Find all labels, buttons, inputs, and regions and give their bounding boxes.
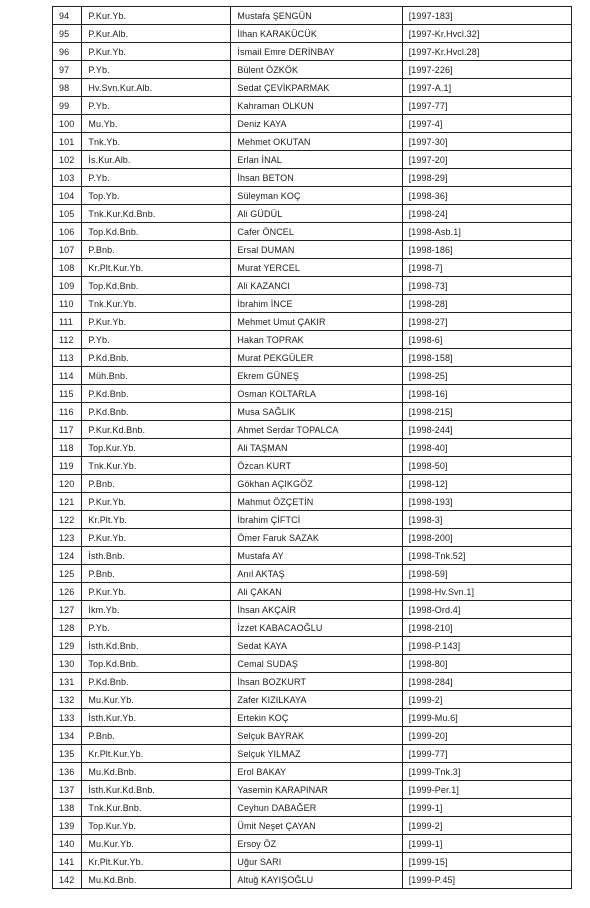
row-number: 124 (53, 547, 82, 565)
reference-cell: [1998-80] (402, 655, 571, 673)
personnel-table (52, 6, 572, 889)
table-row (53, 151, 572, 169)
row-number: 117 (53, 421, 82, 439)
row-number: 135 (53, 745, 82, 763)
table-row (53, 619, 572, 637)
rank-cell: P.Kd.Bnb. (82, 349, 231, 367)
reference-cell: [1998-193] (402, 493, 571, 511)
table-row (53, 277, 572, 295)
name-cell: Uğur SARI (231, 853, 402, 871)
name-cell: Mustafa ŞENGÜN (231, 7, 402, 25)
name-cell: Ceyhun DABAĞER (231, 799, 402, 817)
rank-cell: İsth.Kur.Yb. (82, 709, 231, 727)
table-row (53, 655, 572, 673)
reference-cell: [1997-4] (402, 115, 571, 133)
table-row (53, 565, 572, 583)
row-number: 120 (53, 475, 82, 493)
rank-cell: Top.Kur.Yb. (82, 817, 231, 835)
reference-cell: [1998-210] (402, 619, 571, 637)
rank-cell: P.Bnb. (82, 727, 231, 745)
row-number: 105 (53, 205, 82, 223)
table-row (53, 61, 572, 79)
row-number: 112 (53, 331, 82, 349)
table-row (53, 349, 572, 367)
rank-cell: Kr.Plt.Kur.Yb. (82, 745, 231, 763)
reference-cell: [1999-20] (402, 727, 571, 745)
name-cell: Ersal DUMAN (231, 241, 402, 259)
reference-cell: [1997-77] (402, 97, 571, 115)
reference-cell: [1999-P.45] (402, 871, 571, 889)
row-number: 138 (53, 799, 82, 817)
name-cell: Özcan KURT (231, 457, 402, 475)
name-cell: İhsan BETON (231, 169, 402, 187)
table-row (53, 331, 572, 349)
reference-cell: [1999-2] (402, 817, 571, 835)
table-row (53, 133, 572, 151)
name-cell: Gökhan AÇIKGÖZ (231, 475, 402, 493)
row-number: 123 (53, 529, 82, 547)
table-row (53, 763, 572, 781)
rank-cell: Tnk.Yb. (82, 133, 231, 151)
row-number: 126 (53, 583, 82, 601)
row-number: 110 (53, 295, 82, 313)
name-cell: Ali ÇAKAN (231, 583, 402, 601)
name-cell: Anıl AKTAŞ (231, 565, 402, 583)
reference-cell: [1998-3] (402, 511, 571, 529)
table-row (53, 79, 572, 97)
table-row (53, 7, 572, 25)
name-cell: İsmail Emre DERİNBAY (231, 43, 402, 61)
rank-cell: Hv.Svn.Kur.Alb. (82, 79, 231, 97)
rank-cell: P.Bnb. (82, 475, 231, 493)
rank-cell: Tnk.Kur.Yb. (82, 457, 231, 475)
table-row (53, 457, 572, 475)
table-row (53, 115, 572, 133)
table-row (53, 727, 572, 745)
rank-cell: Top.Kd.Bnb. (82, 655, 231, 673)
reference-cell: [1999-1] (402, 835, 571, 853)
rank-cell: Mu.Kd.Bnb. (82, 763, 231, 781)
row-number: 133 (53, 709, 82, 727)
name-cell: Selçuk YILMAZ (231, 745, 402, 763)
name-cell: İhsan BOZKURT (231, 673, 402, 691)
reference-cell: [1998-50] (402, 457, 571, 475)
reference-cell: [1998-Asb.1] (402, 223, 571, 241)
reference-cell: [1998-40] (402, 439, 571, 457)
name-cell: Ümit Neşet ÇAYAN (231, 817, 402, 835)
name-cell: İbrahim İNCE (231, 295, 402, 313)
table-row (53, 259, 572, 277)
name-cell: Hakan TOPRAK (231, 331, 402, 349)
row-number: 95 (53, 25, 82, 43)
name-cell: Ömer Faruk SAZAK (231, 529, 402, 547)
name-cell: Ekrem GÜNEŞ (231, 367, 402, 385)
rank-cell: Top.Kur.Yb. (82, 439, 231, 457)
table-row (53, 799, 572, 817)
row-number: 109 (53, 277, 82, 295)
name-cell: Ahmet Serdar TOPALCA (231, 421, 402, 439)
reference-cell: [1998-6] (402, 331, 571, 349)
row-number: 132 (53, 691, 82, 709)
rank-cell: Mu.Kur.Yb. (82, 835, 231, 853)
row-number: 129 (53, 637, 82, 655)
row-number: 128 (53, 619, 82, 637)
reference-cell: [1998-158] (402, 349, 571, 367)
rank-cell: İsth.Kur.Kd.Bnb. (82, 781, 231, 799)
reference-cell: [1999-15] (402, 853, 571, 871)
name-cell: Mehmet OKUTAN (231, 133, 402, 151)
name-cell: Ali GÜDÜL (231, 205, 402, 223)
reference-cell: [1997-183] (402, 7, 571, 25)
name-cell: Cemal SUDAŞ (231, 655, 402, 673)
reference-cell: [1999-Tnk.3] (402, 763, 571, 781)
table-row (53, 709, 572, 727)
rank-cell: P.Kur.Yb. (82, 43, 231, 61)
row-number: 113 (53, 349, 82, 367)
row-number: 114 (53, 367, 82, 385)
name-cell: Selçuk BAYRAK (231, 727, 402, 745)
name-cell: Sedat ÇEVİKPARMAK (231, 79, 402, 97)
name-cell: Ertekin KOÇ (231, 709, 402, 727)
name-cell: İzzet KABACAOĞLU (231, 619, 402, 637)
reference-cell: [1997-Kr.Hvcl.28] (402, 43, 571, 61)
row-number: 142 (53, 871, 82, 889)
row-number: 139 (53, 817, 82, 835)
row-number: 98 (53, 79, 82, 97)
row-number: 119 (53, 457, 82, 475)
row-number: 100 (53, 115, 82, 133)
name-cell: Mehmet Umut ÇAKIR (231, 313, 402, 331)
row-number: 104 (53, 187, 82, 205)
name-cell: Sedat KAYA (231, 637, 402, 655)
row-number: 131 (53, 673, 82, 691)
row-number: 94 (53, 7, 82, 25)
table-row (53, 475, 572, 493)
rank-cell: Kr.Plt.Yb. (82, 511, 231, 529)
reference-cell: [1999-1] (402, 799, 571, 817)
table-row (53, 25, 572, 43)
rank-cell: Tnk.Kur.Bnb. (82, 799, 231, 817)
table-row (53, 817, 572, 835)
table-row (53, 835, 572, 853)
reference-cell: [1999-77] (402, 745, 571, 763)
reference-cell: [1998-36] (402, 187, 571, 205)
name-cell: Deniz KAYA (231, 115, 402, 133)
rank-cell: İsth.Kd.Bnb. (82, 637, 231, 655)
name-cell: Mustafa AY (231, 547, 402, 565)
name-cell: Yasemin KARAPINAR (231, 781, 402, 799)
rank-cell: P.Kur.Kd.Bnb. (82, 421, 231, 439)
rank-cell: İsth.Bnb. (82, 547, 231, 565)
row-number: 141 (53, 853, 82, 871)
row-number: 103 (53, 169, 82, 187)
rank-cell: P.Kd.Bnb. (82, 385, 231, 403)
reference-cell: [1998-16] (402, 385, 571, 403)
table-row (53, 241, 572, 259)
row-number: 115 (53, 385, 82, 403)
name-cell: Bülent ÖZKÖK (231, 61, 402, 79)
name-cell: Erol BAKAY (231, 763, 402, 781)
row-number: 116 (53, 403, 82, 421)
name-cell: İbrahim ÇİFTCİ (231, 511, 402, 529)
name-cell: Kahraman OLKUN (231, 97, 402, 115)
name-cell: Cafer ÖNCEL (231, 223, 402, 241)
table-row (53, 691, 572, 709)
personnel-table-body (53, 7, 572, 889)
name-cell: Zafer KIZILKAYA (231, 691, 402, 709)
rank-cell: Top.Yb. (82, 187, 231, 205)
rank-cell: Tnk.Kur.Kd.Bnb. (82, 205, 231, 223)
name-cell: Mahmut ÖZÇETİN (231, 493, 402, 511)
row-number: 99 (53, 97, 82, 115)
rank-cell: P.Kur.Yb. (82, 529, 231, 547)
table-row (53, 223, 572, 241)
reference-cell: [1997-226] (402, 61, 571, 79)
row-number: 136 (53, 763, 82, 781)
reference-cell: [1998-186] (402, 241, 571, 259)
row-number: 127 (53, 601, 82, 619)
row-number: 106 (53, 223, 82, 241)
table-row (53, 583, 572, 601)
table-row (53, 97, 572, 115)
row-number: 121 (53, 493, 82, 511)
reference-cell: [1998-215] (402, 403, 571, 421)
name-cell: Süleyman KOÇ (231, 187, 402, 205)
table-row (53, 493, 572, 511)
row-number: 96 (53, 43, 82, 61)
row-number: 102 (53, 151, 82, 169)
reference-cell: [1998-27] (402, 313, 571, 331)
reference-cell: [1999-Per.1] (402, 781, 571, 799)
table-row (53, 439, 572, 457)
rank-cell: P.Yb. (82, 331, 231, 349)
table-row (53, 601, 572, 619)
name-cell: İhsan AKÇAİR (231, 601, 402, 619)
name-cell: Osman KOLTARLA (231, 385, 402, 403)
name-cell: Murat YERCEL (231, 259, 402, 277)
reference-cell: [1999-2] (402, 691, 571, 709)
row-number: 108 (53, 259, 82, 277)
rank-cell: P.Yb. (82, 97, 231, 115)
reference-cell: [1998-284] (402, 673, 571, 691)
table-row (53, 547, 572, 565)
table-row (53, 403, 572, 421)
reference-cell: [1998-24] (402, 205, 571, 223)
rank-cell: P.Yb. (82, 619, 231, 637)
reference-cell: [1997-Kr.Hvcl.32] (402, 25, 571, 43)
table-row (53, 511, 572, 529)
table-row (53, 529, 572, 547)
name-cell: Ali TAŞMAN (231, 439, 402, 457)
reference-cell: [1997-30] (402, 133, 571, 151)
row-number: 125 (53, 565, 82, 583)
table-row (53, 313, 572, 331)
reference-cell: [1998-28] (402, 295, 571, 313)
reference-cell: [1998-29] (402, 169, 571, 187)
row-number: 134 (53, 727, 82, 745)
reference-cell: [1998-25] (402, 367, 571, 385)
table-row (53, 871, 572, 889)
table-row (53, 781, 572, 799)
table-row (53, 673, 572, 691)
rank-cell: Müh.Bnb. (82, 367, 231, 385)
reference-cell: [1998-7] (402, 259, 571, 277)
reference-cell: [1997-A.1] (402, 79, 571, 97)
name-cell: Musa SAĞLIK (231, 403, 402, 421)
rank-cell: Kr.Plt.Kur.Yb. (82, 259, 231, 277)
rank-cell: İkm.Yb. (82, 601, 231, 619)
reference-cell: [1998-59] (402, 565, 571, 583)
reference-cell: [1998-Tnk.52] (402, 547, 571, 565)
reference-cell: [1998-P.143] (402, 637, 571, 655)
rank-cell: Mu.Yb. (82, 115, 231, 133)
rank-cell: P.Kur.Yb. (82, 313, 231, 331)
reference-cell: [1998-12] (402, 475, 571, 493)
row-number: 122 (53, 511, 82, 529)
row-number: 130 (53, 655, 82, 673)
row-number: 137 (53, 781, 82, 799)
table-row (53, 853, 572, 871)
rank-cell: P.Kur.Yb. (82, 7, 231, 25)
reference-cell: [1998-73] (402, 277, 571, 295)
reference-cell: [1999-Mu.6] (402, 709, 571, 727)
table-row (53, 745, 572, 763)
table-row (53, 367, 572, 385)
rank-cell: P.Kd.Bnb. (82, 673, 231, 691)
rank-cell: Top.Kd.Bnb. (82, 223, 231, 241)
table-row (53, 637, 572, 655)
row-number: 111 (53, 313, 82, 331)
table-row (53, 169, 572, 187)
rank-cell: P.Bnb. (82, 565, 231, 583)
rank-cell: P.Kur.Yb. (82, 583, 231, 601)
row-number: 140 (53, 835, 82, 853)
rank-cell: Mu.Kur.Yb. (82, 691, 231, 709)
row-number: 107 (53, 241, 82, 259)
rank-cell: P.Bnb. (82, 241, 231, 259)
rank-cell: P.Kur.Yb. (82, 493, 231, 511)
name-cell: Murat PEKGÜLER (231, 349, 402, 367)
rank-cell: Top.Kd.Bnb. (82, 277, 231, 295)
reference-cell: [1998-244] (402, 421, 571, 439)
name-cell: Ersoy ÖZ (231, 835, 402, 853)
name-cell: Erlan İNAL (231, 151, 402, 169)
reference-cell: [1997-20] (402, 151, 571, 169)
table-row (53, 295, 572, 313)
reference-cell: [1998-Hv.Svn.1] (402, 583, 571, 601)
table-row (53, 43, 572, 61)
rank-cell: P.Kd.Bnb. (82, 403, 231, 421)
table-row (53, 205, 572, 223)
table-row (53, 421, 572, 439)
row-number: 97 (53, 61, 82, 79)
rank-cell: P.Yb. (82, 169, 231, 187)
reference-cell: [1998-200] (402, 529, 571, 547)
table-row (53, 187, 572, 205)
row-number: 118 (53, 439, 82, 457)
rank-cell: İs.Kur.Alb. (82, 151, 231, 169)
rank-cell: Tnk.Kur.Yb. (82, 295, 231, 313)
rank-cell: Mu.Kd.Bnb. (82, 871, 231, 889)
name-cell: İlhan KARAKÜCÜK (231, 25, 402, 43)
rank-cell: Kr.Plt.Kur.Yb. (82, 853, 231, 871)
rank-cell: P.Yb. (82, 61, 231, 79)
rank-cell: P.Kur.Alb. (82, 25, 231, 43)
row-number: 101 (53, 133, 82, 151)
table-row (53, 385, 572, 403)
reference-cell: [1998-Ord.4] (402, 601, 571, 619)
name-cell: Ali KAZANCI (231, 277, 402, 295)
name-cell: Altuğ KAYIŞOĞLU (231, 871, 402, 889)
